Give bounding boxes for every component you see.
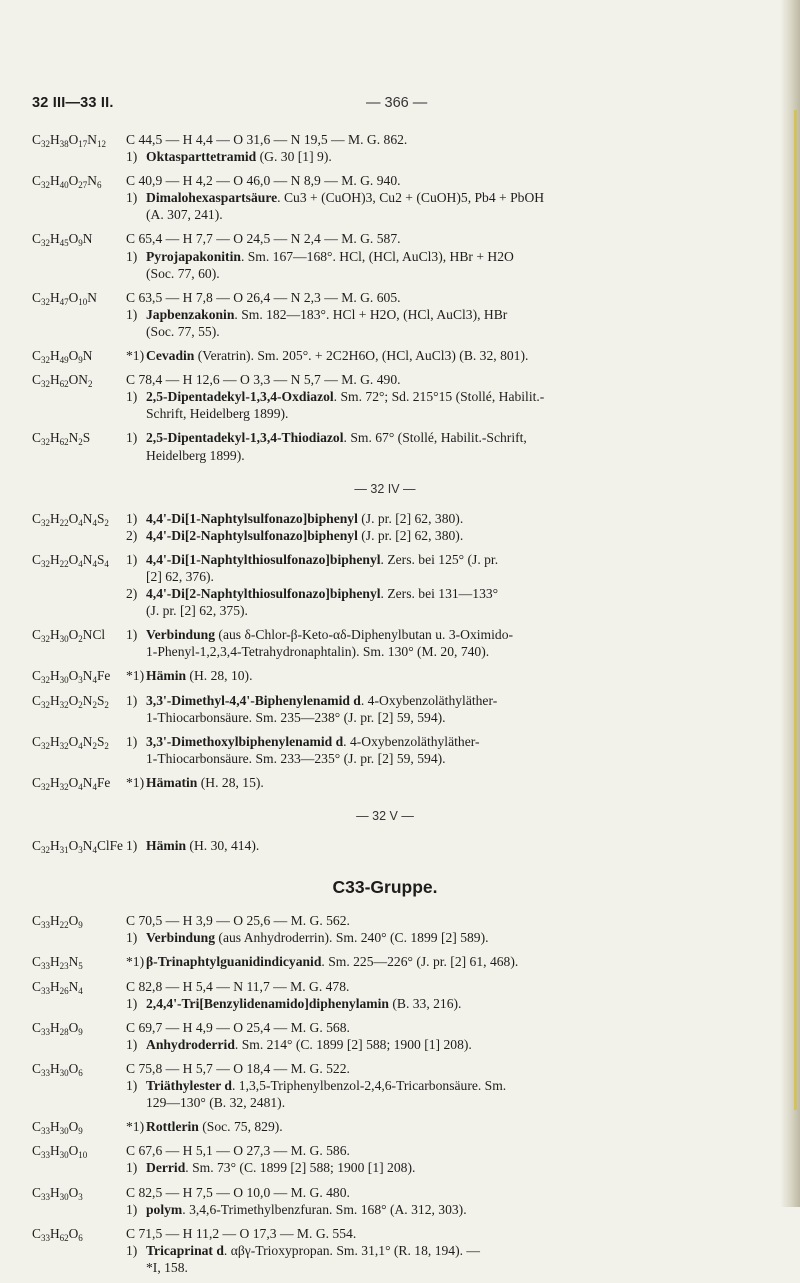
- entry-line: *1) Cevadin (Veratrin). Sm. 205°. + 2C2H6O, (HCl, AuCl3) (B. 32, 801).: [126, 348, 529, 364]
- entry-line: (J. pr. [2] 62, 375).: [146, 603, 248, 619]
- entry-line: C 67,6 — H 5,1 — O 27,3 — M. G. 586.: [126, 1143, 350, 1159]
- formula-entry: [0, 626, 770, 660]
- entry-line: 1) 3,3'-Dimethyl-4,4'-Biphenylenamid d. 4-Oxybenzoläthyläther-: [126, 692, 498, 708]
- entry-number: 1): [126, 995, 138, 1011]
- entry-line: [2] 62, 376).: [146, 568, 214, 584]
- molecular-formula: $C_{33}H_{30}O_{10}$: [32, 1143, 88, 1161]
- entry-line: C 82,5 — H 7,5 — O 10,0 — M. G. 480.: [126, 1184, 350, 1200]
- formula-entry: [0, 131, 770, 165]
- entry-number: 1): [126, 1242, 138, 1258]
- entry-line: 1) polym. 3,4,6-Trimethylbenzfuran. Sm. 168° (A. 312, 303).: [126, 1201, 467, 1217]
- entry-number: 1): [126, 1201, 138, 1217]
- formula-entry: [0, 1184, 770, 1218]
- molecular-formula: $C_{32}H_{47}O_{10}N$: [32, 289, 97, 307]
- entry-line: C 71,5 — H 11,2 — O 17,3 — M. G. 554.: [126, 1225, 357, 1241]
- entry-line: C 69,7 — H 4,9 — O 25,4 — M. G. 568.: [126, 1019, 350, 1035]
- entry-line: 1-Phenyl-1,2,3,4-Tetrahydronaphtalin). Sm. 130° (M. 20, 740).: [146, 644, 490, 660]
- formula-entry: [0, 551, 770, 619]
- molecular-formula: $C_{33}H_{28}O_9$: [32, 1019, 83, 1037]
- entry-line: C 75,8 — H 5,7 — O 18,4 — M. G. 522.: [126, 1060, 350, 1076]
- formula-entry: [0, 1225, 770, 1276]
- molecular-formula: $C_{32}H_{32}O_4N_2S_2$: [32, 733, 109, 751]
- entry-line: (Soc. 77, 55).: [146, 323, 220, 339]
- entry-line: 1) 2,4,4'-Tri[Benzylidenamido]diphenylamin (B. 33, 216).: [126, 995, 462, 1011]
- entry-number: 1): [126, 627, 138, 643]
- formula-entry: [0, 510, 770, 544]
- entry-number: 1): [126, 930, 138, 946]
- entry-line: 1) Derrid. Sm. 73° (C. 1899 [2] 588; 1900 [1] 208).: [126, 1160, 416, 1176]
- formula-entry: [0, 733, 770, 767]
- entry-line: 1-Thiocarbonsäure. Sm. 233—235° (J. pr. [2] 59, 594).: [146, 750, 446, 766]
- entry-number: *1): [126, 774, 145, 790]
- molecular-formula: $C_{32}H_{30}O_2NCl$: [32, 627, 106, 645]
- entry-number: 1): [126, 430, 138, 446]
- molecular-formula: $C_{32}H_{30}O_3N_4Fe$: [32, 668, 111, 686]
- molecular-formula: $C_{32}H_{32}O_2N_2S_2$: [32, 692, 109, 710]
- entry-line: C 65,4 — H 7,7 — O 24,5 — N 2,4 — M. G. 587.: [126, 231, 401, 247]
- entry-number: 1): [126, 248, 138, 264]
- entry-number: *1): [126, 668, 145, 684]
- entry-line: 1) Triäthylester d. 1,3,5-Triphenylbenzol-2,4,6-Tricarbonsäure. Sm.: [126, 1078, 507, 1094]
- molecular-formula: $C_{32}H_{62}ON_2$: [32, 372, 93, 390]
- entry-line: (Soc. 77, 60).: [146, 265, 220, 281]
- formula-entry: [0, 978, 770, 1012]
- formula-entry: [0, 230, 770, 281]
- formula-index: [0, 131, 770, 1283]
- molecular-formula: $C_{33}H_{30}O_9$: [32, 1119, 83, 1137]
- formula-entry: [0, 289, 770, 340]
- entry-number: 1): [126, 510, 138, 526]
- formula-entry: [0, 953, 770, 970]
- entry-line: *1) Rottlerin (Soc. 75, 829).: [126, 1119, 283, 1135]
- entry-line: 1) 4,4'-Di[1-Naphtylsulfonazo]biphenyl (J. pr. [2] 62, 380).: [126, 510, 464, 526]
- page-number: — 366 —: [366, 95, 428, 111]
- entry-line: (A. 307, 241).: [146, 207, 223, 223]
- page-edge-shadow: [780, 0, 800, 1207]
- entry-line: 1) Oktasparttetramid (G. 30 [1] 9).: [126, 149, 332, 165]
- entry-number: 2): [126, 586, 138, 602]
- entry-line: C 40,9 — H 4,2 — O 46,0 — N 8,9 — M. G. 940.: [126, 173, 401, 189]
- entry-line: C 63,5 — H 7,8 — O 26,4 — N 2,3 — M. G. 605.: [126, 289, 401, 305]
- entry-line: 1) Verbindung (aus Anhydroderrin). Sm. 240° (C. 1899 [2] 589).: [126, 930, 489, 946]
- entry-number: *1): [126, 1119, 145, 1135]
- entry-number: 1): [126, 692, 138, 708]
- molecular-formula: $C_{33}H_{23}N_5$: [32, 954, 83, 972]
- group-title: C33-Gruppe.: [332, 877, 438, 898]
- entry-line: 1) Pyrojapakonitin. Sm. 167—168°. HCl, (HCl, AuCl3), HBr + H2O: [126, 248, 514, 264]
- molecular-formula: $C_{33}H_{26}N_4$: [32, 978, 83, 996]
- entry-number: 1): [126, 1160, 138, 1176]
- entry-line: Heidelberg 1899).: [146, 447, 245, 463]
- entry-line: 1) Dimalohexaspartsäure. Cu3 + (CuOH)3, Cu2 + (CuOH)5, Pb4 + PbOH: [126, 190, 545, 206]
- entry-number: 1): [126, 733, 138, 749]
- entry-line: 1) Verbindung (aus δ-Chlor-β-Keto-αδ-Diphenylbutan u. 3-Oximido-: [126, 627, 514, 643]
- molecular-formula: $C_{32}H_{45}O_9N$: [32, 231, 93, 249]
- entry-line: 1) 3,3'-Dimethoxylbiphenylenamid d. 4-Oxybenzoläthyläther-: [126, 733, 480, 749]
- molecular-formula: $C_{32}H_{49}O_9N$: [32, 348, 93, 366]
- entry-line: 1) Tricaprinat d. αβγ-Trioxypropan. Sm. 31,1° (R. 18, 194). —: [126, 1242, 480, 1258]
- formula-entry: [0, 837, 770, 854]
- molecular-formula: $C_{32}H_{32}O_4N_4Fe$: [32, 774, 111, 792]
- entry-line: 1) Anhydroderrid. Sm. 214° (C. 1899 [2] 588; 1900 [1] 208).: [126, 1036, 472, 1052]
- molecular-formula: $C_{32}H_{22}O_4N_4S_2$: [32, 510, 109, 528]
- entry-line: *I, 158.: [146, 1259, 188, 1275]
- entry-number: 1): [126, 1036, 138, 1052]
- entry-number: 1): [126, 389, 138, 405]
- page-header: [32, 95, 760, 119]
- entry-number: 1): [126, 306, 138, 322]
- entry-line: 1) 4,4'-Di[1-Naphtylthiosulfonazo]biphenyl. Zers. bei 125° (J. pr.: [126, 551, 499, 567]
- entry-line: *1) Hämin (H. 28, 10).: [126, 668, 253, 684]
- entry-number: 1): [126, 551, 138, 567]
- entry-line: C 70,5 — H 3,9 — O 25,6 — M. G. 562.: [126, 913, 350, 929]
- formula-entry: [0, 1060, 770, 1111]
- entry-number: 2): [126, 527, 138, 543]
- entry-line: *1) Hämatin (H. 28, 15).: [126, 774, 264, 790]
- molecular-formula: $C_{33}H_{30}O_6$: [32, 1060, 83, 1078]
- entry-number: 1): [126, 190, 138, 206]
- entry-number: 1): [126, 149, 138, 165]
- entry-line: 1-Thiocarbonsäure. Sm. 235—238° (J. pr. [2] 59, 594).: [146, 709, 446, 725]
- formula-entry: [0, 347, 770, 364]
- entry-line: 1) Hämin (H. 30, 414).: [126, 838, 260, 854]
- entry-number: 1): [126, 838, 138, 854]
- formula-entry: [0, 1142, 770, 1176]
- molecular-formula: $C_{32}H_{22}O_4N_4S_4$: [32, 551, 109, 569]
- entry-number: *1): [126, 954, 145, 970]
- entry-number: 1): [126, 1078, 138, 1094]
- formula-entry: [0, 429, 770, 463]
- molecular-formula: $C_{33}H_{30}O_3$: [32, 1184, 83, 1202]
- formula-entry: [0, 912, 770, 946]
- formula-entry: [0, 1019, 770, 1053]
- entry-line: 129—130° (B. 32, 2481).: [146, 1095, 286, 1111]
- entry-line: Schrift, Heidelberg 1899).: [146, 406, 289, 422]
- formula-entry: [0, 371, 770, 422]
- molecular-formula: $C_{33}H_{62}O_6$: [32, 1225, 83, 1243]
- entry-line: 1) Japbenzakonin. Sm. 182—183°. HCl + H2O, (HCl, AuCl3), HBr: [126, 306, 508, 322]
- entry-line: 2) 4,4'-Di[2-Naphtylsulfonazo]biphenyl (J. pr. [2] 62, 380).: [126, 527, 464, 543]
- entry-line: C 78,4 — H 12,6 — O 3,3 — N 5,7 — M. G. 490.: [126, 372, 401, 388]
- entry-line: *1) β-Trinaphtylguanidindicyanid. Sm. 225—226° (J. pr. [2] 61, 468).: [126, 954, 519, 970]
- formula-entry: [0, 172, 770, 223]
- entry-line: 1) 2,5-Dipentadekyl-1,3,4-Thiodiazol. Sm. 67° (Stollé, Habilit.-Schrift,: [126, 430, 527, 446]
- molecular-formula: $C_{32}H_{62}N_2S$: [32, 430, 91, 448]
- section-divider: — 32 IV —: [354, 481, 416, 496]
- section-divider: — 32 V —: [356, 809, 414, 823]
- entry-line: C 44,5 — H 4,4 — O 31,6 — N 19,5 — M. G. 862.: [126, 132, 408, 147]
- formula-entry: [0, 692, 770, 726]
- formula-entry: [0, 1118, 770, 1135]
- entry-number: *1): [126, 348, 145, 364]
- molecular-formula: $C_{32}H_{31}O_3N_4ClFe$: [32, 838, 124, 856]
- formula-entry: [0, 774, 770, 791]
- entry-line: 2) 4,4'-Di[2-Naphtylthiosulfonazo]biphenyl. Zers. bei 131—133°: [126, 586, 499, 602]
- molecular-formula: $C_{32}H_{38}O_{17}N_{12}$: [32, 132, 106, 149]
- formula-entry: [0, 667, 770, 684]
- entry-line: C 82,8 — H 5,4 — N 11,7 — M. G. 478.: [126, 978, 350, 994]
- entry-line: 1) 2,5-Dipentadekyl-1,3,4-Oxdiazol. Sm. 72°; Sd. 215°15 (Stollé, Habilit.-: [126, 389, 545, 405]
- molecular-formula: $C_{32}H_{40}O_{27}N_6$: [32, 173, 102, 191]
- header-formula-range: 32 III—33 II.: [32, 95, 114, 111]
- molecular-formula: $C_{33}H_{22}O_9$: [32, 913, 83, 931]
